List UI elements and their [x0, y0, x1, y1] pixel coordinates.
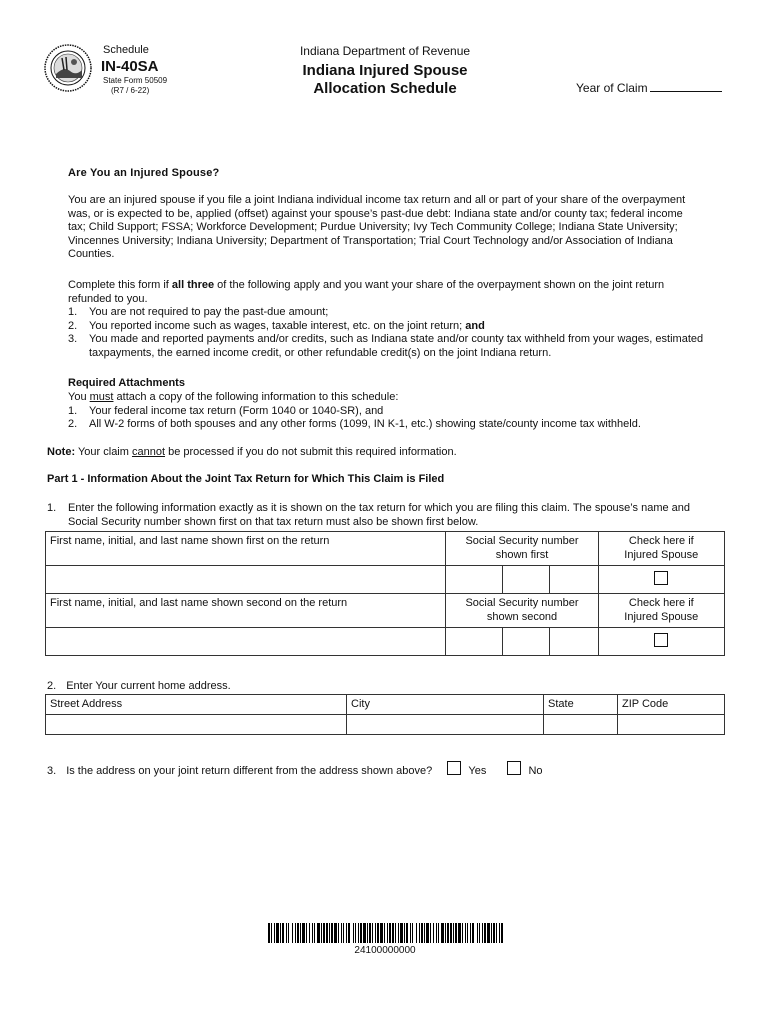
address-different-no-checkbox[interactable]: [507, 761, 521, 775]
condition-item-line2: taxpayments, the earned income credit, or other refundable credit(s) on the joint Indiana return.: [89, 346, 552, 359]
zip-code-field[interactable]: [618, 715, 725, 735]
question-1: 1. Enter the following information exactly as it is shown on the tax return for which you are filing this claim. The spouse’s name and Social Security number shown first on that tax return must also be shown first below.: [47, 502, 691, 528]
paragraph-line: You are an injured spouse if you file a joint Indiana individual income tax return and all or part of your share of the overpayment: [68, 194, 686, 206]
question-2: 2. Enter Your current home address.: [47, 680, 231, 692]
question-3: 3. Is the address on your joint return different from the address shown above? Yes No: [47, 761, 543, 777]
ssn-first-part2[interactable]: [503, 566, 550, 594]
no-label: No: [528, 765, 543, 777]
city-header: City: [347, 695, 544, 715]
street-address-header: Street Address: [46, 695, 347, 715]
paragraph-line: Counties.: [68, 248, 115, 260]
condition-item: 3. You made and reported payments and/or credits, such as Indiana state and/or county tax withheld from your wages, estimated: [68, 333, 704, 345]
injured-spouse-second-cell: [598, 628, 724, 656]
check-first-header: Check here if Injured Spouse: [598, 532, 724, 566]
conditions-block: [68, 279, 728, 360]
part1-heading: Part 1 - Information About the Joint Tax Return for Which This Claim is Filed: [47, 473, 445, 485]
attachment-item: 2. All W-2 forms of both spouses and any other forms (1099, IN K-1, etc.) showing state/county income tax withheld.: [68, 418, 641, 430]
ssn-second-part2[interactable]: [503, 628, 550, 656]
schedule-label: Schedule: [103, 44, 149, 56]
state-field[interactable]: [544, 715, 618, 735]
ssn-first-part1[interactable]: [446, 566, 503, 594]
city-field[interactable]: [347, 715, 544, 735]
state-form-number: State Form 50509: [103, 76, 168, 85]
spouse-info-table: [45, 531, 725, 656]
year-of-claim-field[interactable]: [650, 79, 722, 92]
injured-spouse-first-cell: [598, 566, 724, 594]
barcode-number: 24100000000: [354, 945, 416, 956]
complete-instruction-line2: refunded to you.: [68, 292, 148, 305]
injured-spouse-heading: Are You an Injured Spouse?: [68, 167, 220, 179]
ssn-first-part3[interactable]: [549, 566, 598, 594]
complete-instruction: Complete this form if all three of the following apply and you want your share of the overpayment shown on the joint return: [68, 279, 665, 291]
first-name-header: First name, initial, and last name shown first on the return: [46, 532, 446, 566]
injured-spouse-second-checkbox[interactable]: [654, 633, 668, 647]
ssn-second-part1[interactable]: [446, 628, 503, 656]
paragraph-line: Vincennes University; Indiana University; Department of Transportation; Trial Court Technology and/or Association of Indiana: [68, 234, 673, 247]
injured-spouse-paragraph: [68, 194, 728, 262]
address-table: [45, 694, 725, 735]
first-name-field[interactable]: [46, 566, 446, 594]
address-different-yes-checkbox[interactable]: [447, 761, 461, 775]
street-address-field[interactable]: [46, 715, 347, 735]
paragraph-line: tax; Child Support; FSSA; Workforce Development; Purdue University; Ivy Tech Community College; Indiana State University;: [68, 221, 678, 233]
second-name-field[interactable]: [46, 628, 446, 656]
year-of-claim: [576, 79, 722, 95]
injured-spouse-first-checkbox[interactable]: [654, 571, 668, 585]
ssn-second-header: Social Security number shown second: [446, 594, 598, 628]
zip-code-header: ZIP Code: [618, 695, 725, 715]
state-header: State: [544, 695, 618, 715]
processing-note: Note: Your claim cannot be processed if you do not submit this required information.: [47, 446, 457, 458]
condition-item: 2. You reported income such as wages, taxable interest, etc. on the joint return; and: [68, 319, 485, 332]
form-id: IN-40SA: [101, 58, 159, 75]
attachments-intro: You must attach a copy of the following information to this schedule:: [68, 391, 399, 403]
paragraph-line: was, or is expected to be, applied (offset) against your spouse’s past-due debt: Indiana state and/or county tax; federal income: [68, 207, 683, 220]
yes-label: Yes: [468, 765, 487, 777]
second-name-header: First name, initial, and last name shown second on the return: [46, 594, 446, 628]
year-of-claim-label: Year of Claim: [576, 81, 648, 95]
form-revision: (R7 / 6-22): [111, 86, 150, 95]
ssn-second-part3[interactable]: [549, 628, 598, 656]
form-title-line2: Allocation Schedule: [313, 80, 457, 97]
department-name: Indiana Department of Revenue: [299, 44, 471, 58]
condition-item: 1. You are not required to pay the past-due amount;: [68, 306, 329, 318]
required-attachments-heading: Required Attachments: [68, 377, 185, 389]
form-barcode: [268, 923, 504, 943]
check-second-header: Check here if Injured Spouse: [598, 594, 724, 628]
attachment-item: 1. Your federal income tax return (Form 1040 or 1040-SR), and: [68, 404, 384, 417]
ssn-first-header: Social Security number shown first: [446, 532, 598, 566]
form-title-line1: Indiana Injured Spouse: [302, 62, 468, 79]
required-attachments-list: [68, 391, 728, 432]
